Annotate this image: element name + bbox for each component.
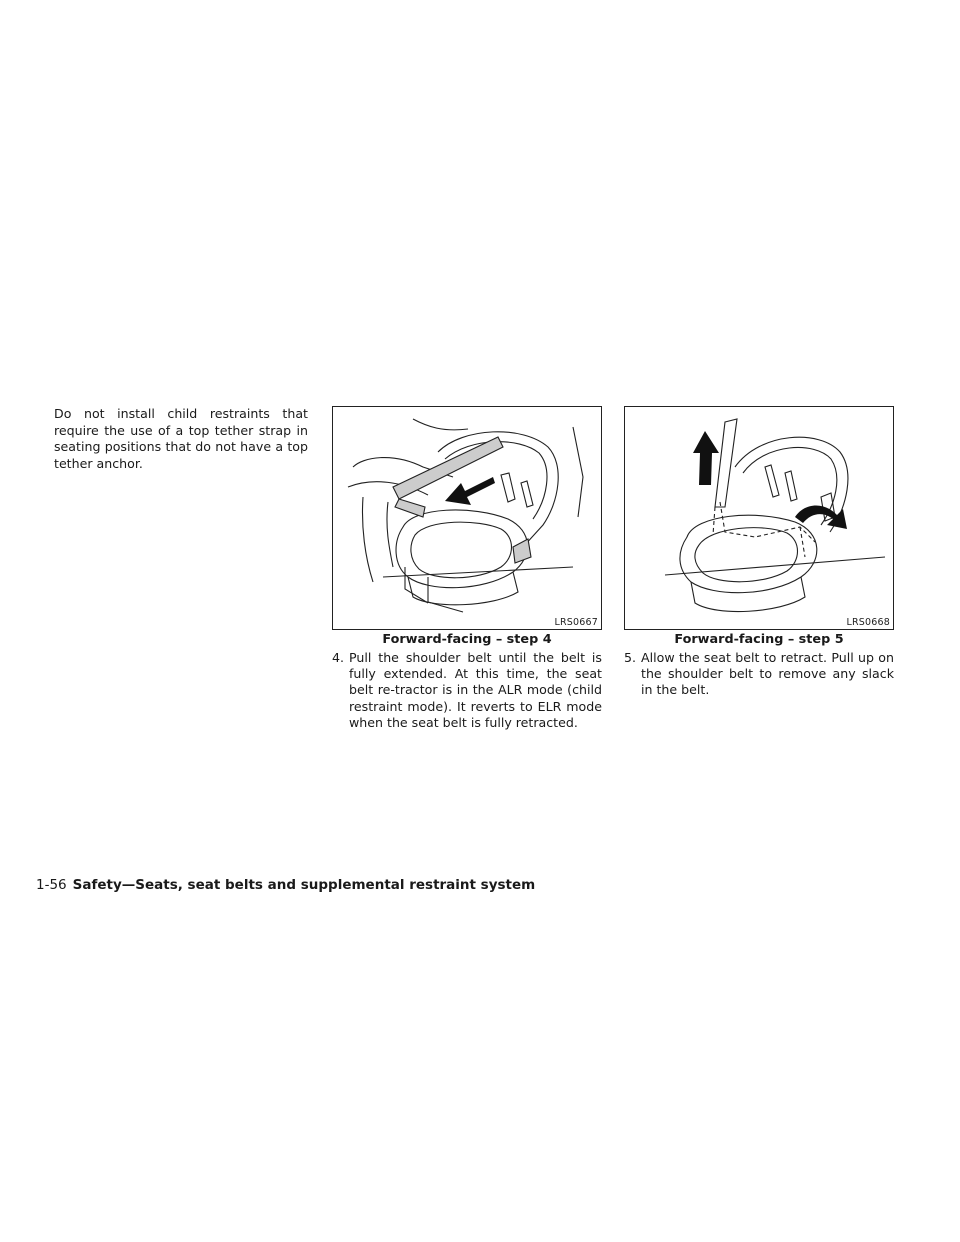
figure-caption: Forward-facing – step 4 [382,632,552,647]
step-number: 4. [332,650,345,665]
page-footer [36,877,535,893]
step-text: Pull the shoulder belt until the belt is fully extended. At this time, the seat belt re-tractor is in the ALR mode (child restraint mode). It reverts to ELR mode when the seat belt is fully retracted. [349,650,602,730]
arrow-icon [445,477,495,505]
figure-caption: Forward-facing – step 5 [674,632,844,647]
illustration-step-5 [625,407,893,629]
figure-forward-facing-step-4 [332,406,602,630]
section-title: Safety—Seats, seat belts and supplemental restraint system [72,877,536,893]
step-4 [332,650,602,731]
figure-forward-facing-step-5 [624,406,894,630]
figure-code: LRS0668 [846,617,890,628]
page-number: 1-56 [36,877,67,893]
step-5 [624,650,894,699]
arrow-up-icon [693,431,719,485]
illustration-step-4 [333,407,601,629]
step-text: Allow the seat belt to retract. Pull up on the shoulder belt to remove any slack in the belt. [641,650,894,698]
step-number: 5. [624,650,637,665]
intro-paragraph: Do not install child restraints that require the use of a top tether strap in seating positions that do not have a top tether anchor. [54,406,308,471]
figure-code: LRS0667 [554,617,598,628]
